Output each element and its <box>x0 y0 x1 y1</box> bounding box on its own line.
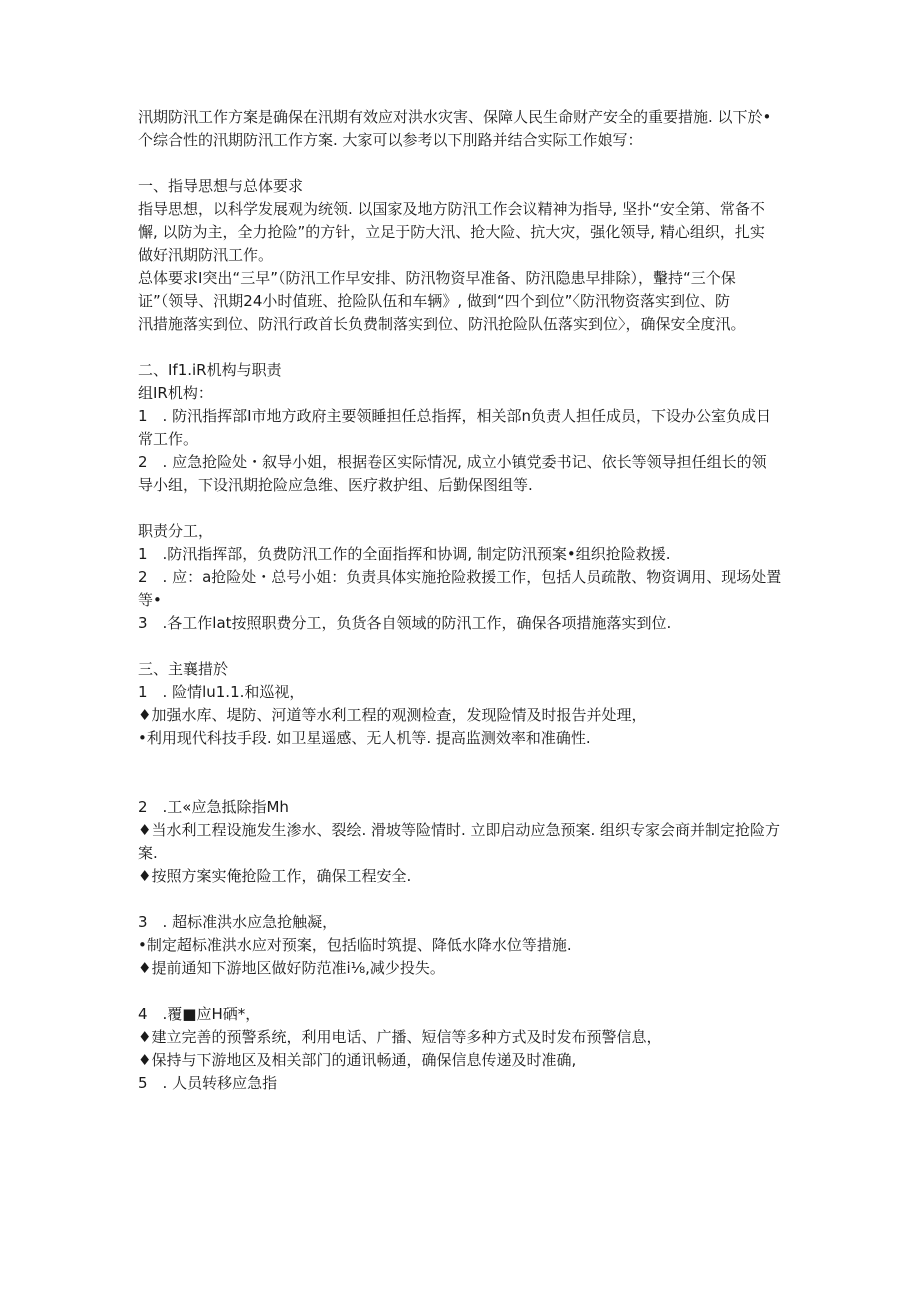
subheading-organization: 组IR机构： <box>138 384 213 402</box>
list-item: ♦提前通知下游地区做好防范准i⅛,减少投失。 <box>138 959 445 977</box>
list-item: 导小组，下设汛期抢险应急维、医疗救护组、后勤保图组等. <box>138 476 533 494</box>
list-item: 1 . 险情lu1.1.和巡视， <box>138 683 305 701</box>
text-line: 汛期防汛工作方案是确保在汛期有效应对洪水灾害、保障人民生命财产安全的重要措施. 以下於• <box>138 108 772 126</box>
list-item: 案. <box>138 844 158 862</box>
intro-paragraph <box>138 106 800 152</box>
list-item: 5 . 人员转移应急指 <box>138 1074 278 1092</box>
list-item: •制定超标准洪水应对预案，包括临时筑提、降低水降水位等措施. <box>138 936 572 954</box>
text-line: 证”（领导、汛期24小时值班、抢险队伍和车辆》, 做到“四个到位”〈防汛物资落实到位、防 <box>138 292 730 310</box>
text-line: 指导思想，以科学发展观为统领. 以国家及地方防汛工作会议精神为指导, 坚扑“安全第、常备不 <box>138 200 765 218</box>
list-item: 1 .防汛指挥部，负费防汛工作的全面指挥和协调, 制定防汛预案•组织抢险救援. <box>138 545 671 563</box>
list-item: 常工作。 <box>138 430 199 448</box>
text-line: 懈, 以防为主，全力抢险”的方针，立足于防大汛、抢大险、抗大灾，强化领导, 精心组织，扎实 <box>138 223 765 241</box>
text-line: 做好汛期防汛工作。 <box>138 246 274 264</box>
section-heading-1: 一、指导思想与总体要求 <box>138 177 304 195</box>
subheading-responsibilities: 职责分工， <box>138 522 214 540</box>
list-item: 4 .覆■应H硒*， <box>138 1005 261 1023</box>
list-item: ♦建立完善的预警系统，利用电话、广播、短信等多种方式及时发布预警信息， <box>138 1028 662 1046</box>
list-item: ♦当水利工程设施发生渗水、裂绘. 滑坡等险情时. 立即启动应急预案. 组织专家会商并制定抢险方 <box>138 821 781 839</box>
list-item: 1 . 防汛指挥部I市地方政府主要领睡担任总指挥，相关部n负责人担任成员，下设办公室负成日 <box>138 407 772 425</box>
measure-block-3 <box>138 911 800 980</box>
text-line: 个综合性的汛期防汛工作方案. 大家可以参考以下刖路并结合实际工作娘写： <box>138 131 643 149</box>
list-item: 2 . 应急抢险处・叙导小姐，根据卷区实际情况, 成立小镇党委书记、依长等领导担任组长的领 <box>138 453 767 471</box>
organization-list <box>138 405 800 497</box>
list-item: 3 .各工作lat按照职费分工，负货各自领域的防汛工作，确保各项措施落实到位. <box>138 614 672 632</box>
overall-requirements-paragraph <box>138 267 800 336</box>
list-item: 2 .工«应急抵除指Mh <box>138 798 289 816</box>
list-item: ♦加强水库、堤防、河道等水利工程的观测检查，发现险情及时报告并处理， <box>138 706 647 724</box>
guiding-ideology-paragraph <box>138 198 800 267</box>
list-item: ♦保持与下游地区及相关部门的通讯畅通，确保信息传递及时准确, <box>138 1051 577 1069</box>
list-item: 等• <box>138 591 162 609</box>
list-item: •利用现代科技手段. 如卫星遥感、无人机等. 提高监测效率和准确性. <box>138 729 591 747</box>
measure-block-2 <box>138 796 800 888</box>
text-line: 总体要求I突出“三早”（防汛工作早安排、防汛物资早准备、防汛隐患早排除），轚持“三个保 <box>138 269 736 287</box>
measure-block-4 <box>138 1003 800 1095</box>
list-item: ♦按照方案实俺抢险工作，确保工程安全. <box>138 867 412 885</box>
list-item: 3 . 超标准洪水应急抢触凝， <box>138 913 338 931</box>
list-item: 2 . 应：a抢险处・总号小姐：负责具体实施抢险救援工作，包括人员疏散、物资调用、现场处置 <box>138 568 782 586</box>
text-line: 汛措施落实到位、防汛行政首长负费制落实到位、防汛抢险队伍落实到位〉，确保安全度汛。 <box>138 315 746 333</box>
section-heading-2: 二、If1.iR机构与职责 <box>138 361 282 379</box>
measure-block-1 <box>138 681 800 750</box>
section-heading-3: 三、主襄措於 <box>138 660 229 678</box>
responsibilities-list <box>138 543 800 635</box>
